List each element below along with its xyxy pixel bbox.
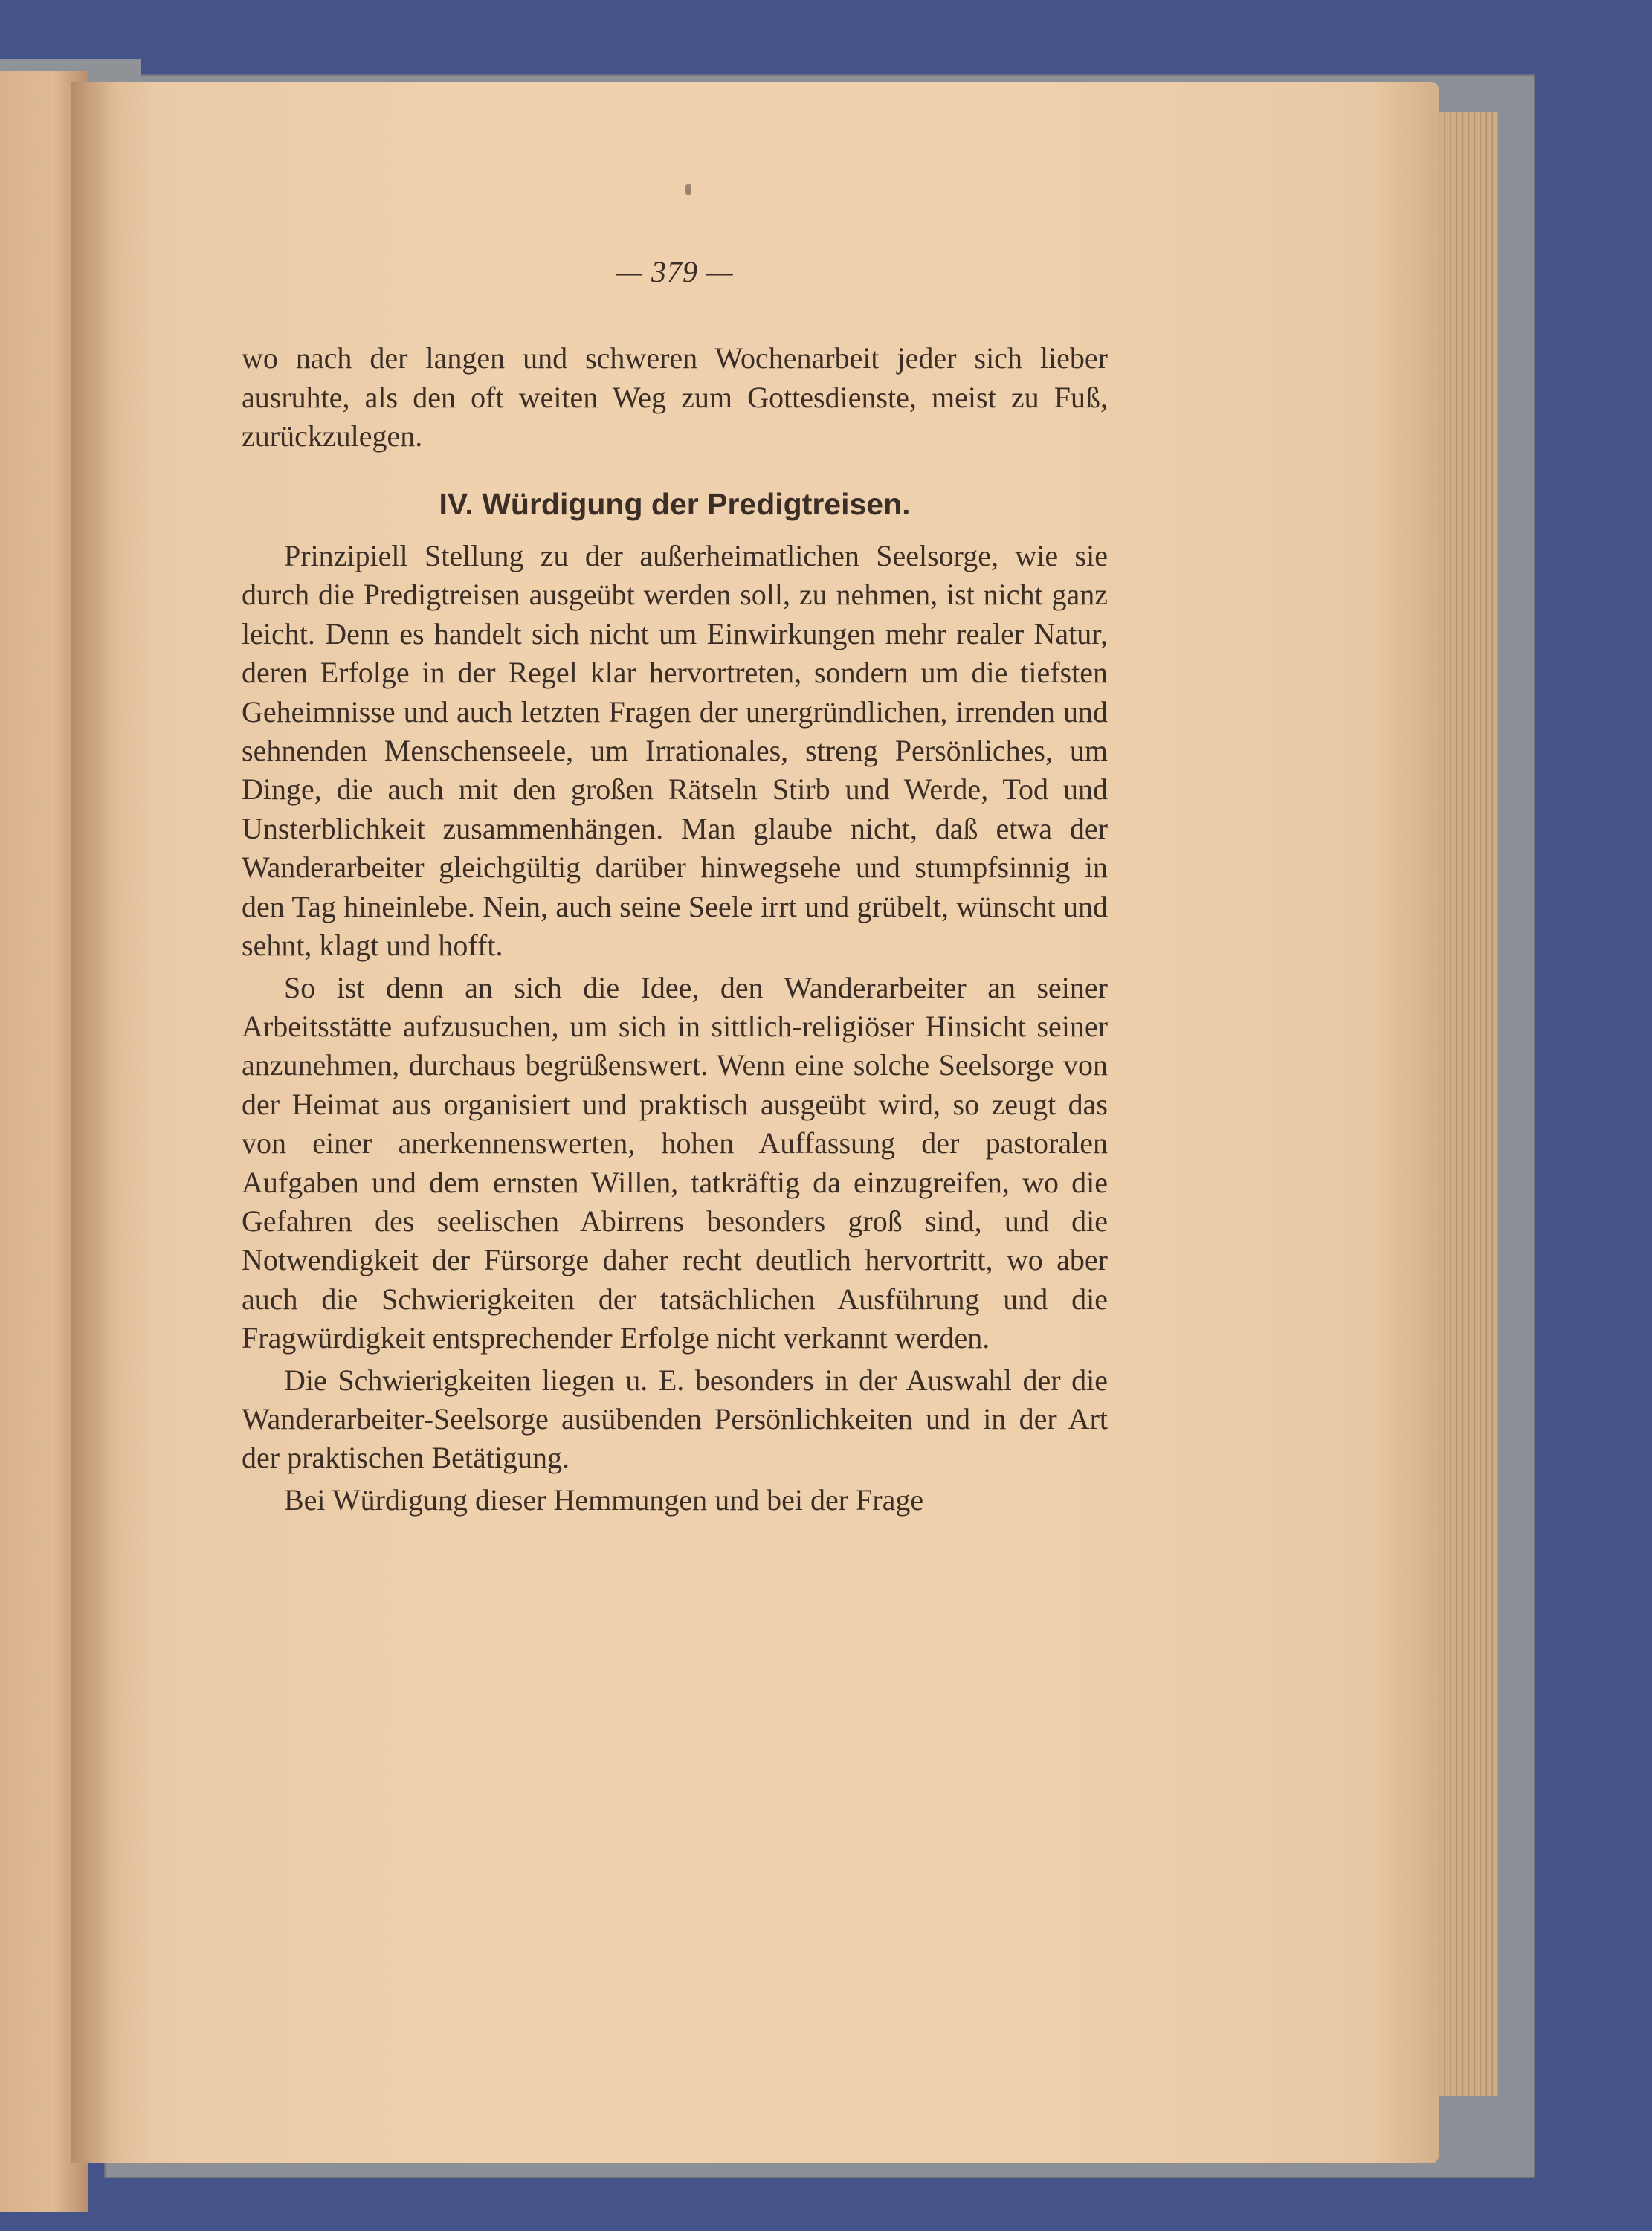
paper-speck bbox=[685, 184, 691, 195]
gutter-shadow bbox=[71, 82, 115, 2163]
paragraph-continuation: wo nach der langen und schweren Wochenarbeit jeder sich lieber ausruhte, als den oft weiten Weg zum Gottesdienste, meist zu Fuß, zurückzulegen. bbox=[242, 341, 1108, 453]
section-heading: IV. Würdigung der Predigtreisen. bbox=[439, 486, 911, 521]
paragraph-4: Bei Würdigung dieser Hemmungen und bei der Frage bbox=[284, 1482, 924, 1517]
paragraph-2: So ist denn an sich die Idee, den Wanderarbeiter an seiner Arbeitsstätte aufzusuchen, um sich in sittlich-religiöser Hinsicht seiner anzunehmen, durchaus begrüßenswert. Wenn eine solche Seelsorge von der Heimat aus organisiert und praktisch ausgeübt wird, so zeugt das von einer anerkennenswerten, hohen Auffassung der pastoralen Aufgaben und dem ernsten Willen, tatkräftig da einzugreifen, wo die Gefahren des seelischen Abirrens besonders groß sind, und die Notwendigkeit der Fürsorge daher recht deutlich hervortritt, wo aber auch die Schwierigkeiten der tatsächlichen Ausführung und die Fragwürdigkeit entsprechender Erfolge nicht verkannt werden. bbox=[242, 970, 1108, 1355]
page-text-block bbox=[242, 253, 1108, 1520]
paragraph-3: Die Schwierigkeiten liegen u. E. besonders in der Auswahl der die Wanderarbeiter-Seelsorge ausübenden Persönlichkeiten und in der Art der praktischen Betätigung. bbox=[242, 1363, 1108, 1475]
paragraph-1: Prinzipiell Stellung zu der außerheimatlichen Seelsorge, wie sie durch die Predigtreisen ausgeübt werden soll, zu nehmen, ist nicht ganz leicht. Denn es handelt sich nicht um Einwirkungen mehr realer Natur, deren Erfolge in der Regel klar hervortreten, sondern um die tiefsten Geheimnisse und auch letzten Fragen der unergründlichen, irrenden und sehnenden Menschenseele, um Irrationales, streng Persönliches, um Dinge, die auch mit den großen Rätseln Stirb und Werde, Tod und Unsterblichkeit zusammenhängen. Man glaube nicht, daß etwa der Wanderarbeiter gleichgültig darüber hinwegsehe und stumpfsinnig in den Tag hineinlebe. Nein, auch seine Seele irrt und grübelt, wünscht und sehnt, klagt und hofft. bbox=[242, 539, 1108, 963]
page-number: — 379 — bbox=[616, 255, 734, 288]
